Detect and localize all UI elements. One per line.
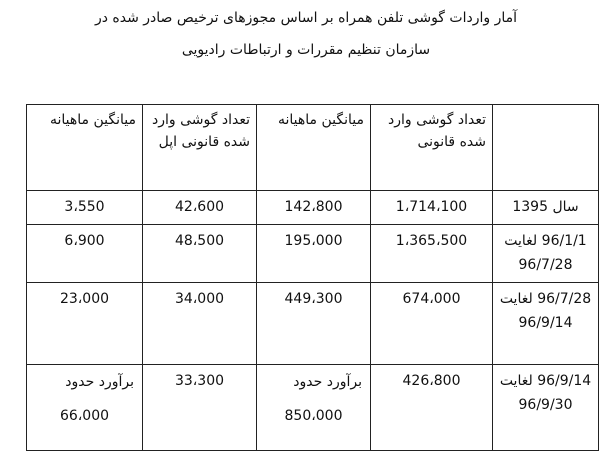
- apple-monthly-avg-cell: [27, 365, 143, 451]
- document-title-line-1: آمار واردات گوشی تلفن همراه بر اساس مجوزهای ترخیص صادر شده در: [94, 10, 518, 26]
- period-cell: 96/9/14 لغایت 96/9/30: [493, 365, 599, 451]
- header-apple-monthly-avg: میانگین ماهیانه: [27, 105, 143, 191]
- apple-monthly-avg-cell: 23،000: [27, 283, 143, 365]
- header-legal-imports: تعداد گوشی وارد شده قانونی: [371, 105, 493, 191]
- table-row: [27, 283, 599, 365]
- table-row: [27, 225, 599, 283]
- legal-imports-cell: 1،714،100: [371, 191, 493, 225]
- estimate-label: برآورد حدود: [65, 374, 134, 390]
- table-row: [27, 191, 599, 225]
- apple-monthly-avg-cell: 6،900: [27, 225, 143, 283]
- monthly-avg-cell: 449،300: [257, 283, 371, 365]
- document-title-line-2: سازمان تنظیم مقررات و ارتباطات رادیویی: [181, 42, 431, 58]
- monthly-avg-cell: 195،000: [257, 225, 371, 283]
- apple-imports-cell: 42،600: [143, 191, 257, 225]
- estimate-value: 66،000: [59, 408, 110, 424]
- monthly-avg-cell: [257, 365, 371, 451]
- estimate-label: برآورد حدود: [293, 374, 362, 390]
- imports-table: [26, 104, 599, 451]
- apple-imports-cell: 48،500: [143, 225, 257, 283]
- header-monthly-avg: میانگین ماهیانه: [257, 105, 371, 191]
- monthly-avg-cell: 142،800: [257, 191, 371, 225]
- period-cell: 96/7/28 لغایت 96/9/14: [493, 283, 599, 365]
- header-apple-imports: تعداد گوشی وارد شده قانونی اپل: [143, 105, 257, 191]
- legal-imports-cell: 426،800: [371, 365, 493, 451]
- legal-imports-cell: 1،365،500: [371, 225, 493, 283]
- period-cell: سال 1395: [493, 191, 599, 225]
- period-cell: 96/1/1 لغایت 96/7/28: [493, 225, 599, 283]
- header-period: [493, 105, 599, 191]
- table-row: [27, 365, 599, 451]
- apple-monthly-avg-cell: 3،550: [27, 191, 143, 225]
- header-row: [27, 105, 599, 191]
- apple-imports-cell: 33،300: [143, 365, 257, 451]
- apple-imports-cell: 34،000: [143, 283, 257, 365]
- estimate-value: 850،000: [284, 408, 343, 424]
- legal-imports-cell: 674،000: [371, 283, 493, 365]
